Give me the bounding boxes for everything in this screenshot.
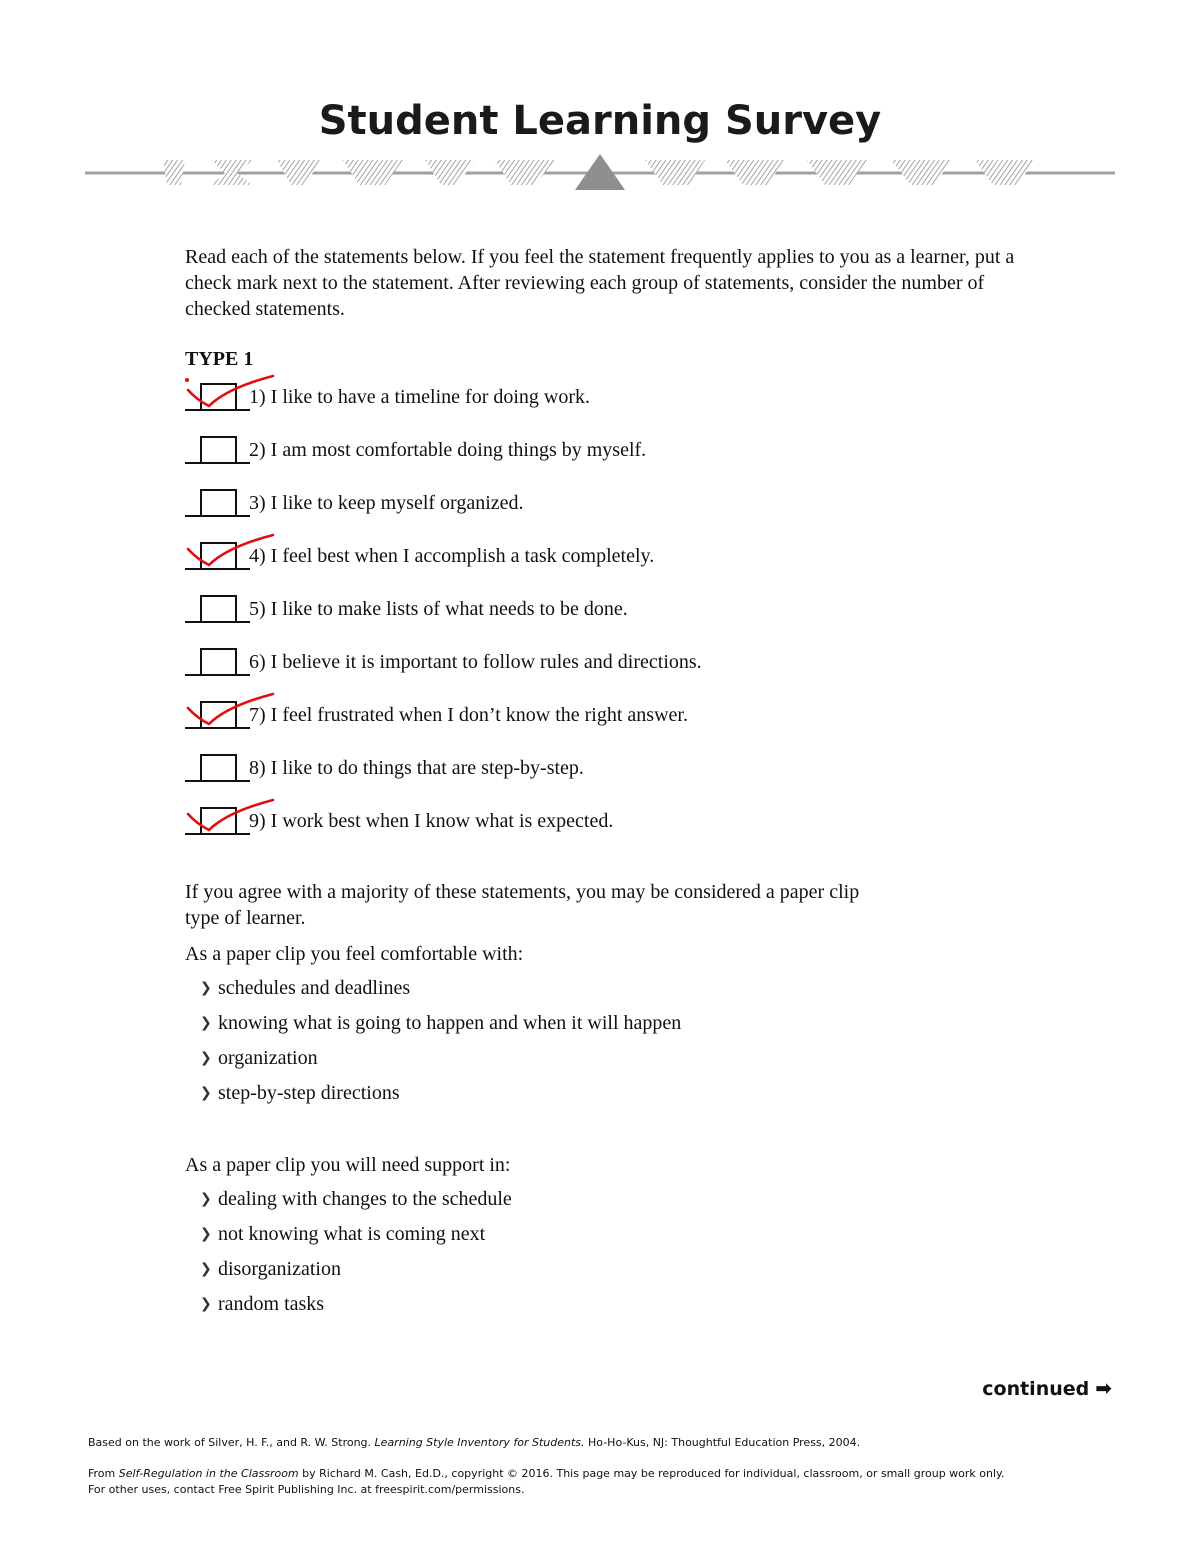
chevron-right-icon: ❯: [200, 980, 212, 996]
statement-row: [185, 541, 985, 571]
list-item: ❯ random tasks: [200, 1293, 325, 1315]
statement-checkbox[interactable]: [200, 383, 237, 411]
statement-checkbox[interactable]: [200, 595, 237, 623]
chevron-right-icon: ❯: [200, 1015, 212, 1031]
list-item: ❯ dealing with changes to the schedule: [200, 1188, 512, 1210]
statement-row: [185, 753, 985, 783]
decorative-banner: [85, 152, 1115, 196]
chevron-right-icon: ❯: [200, 1050, 212, 1066]
copyright-line: From Self-Regulation in the Classroom by Richard M. Cash, Ed.D., copyright © 2016. This page may be reproduced for individual, classroom, or small group work only.: [88, 1467, 1005, 1480]
statement-checkbox[interactable]: [200, 489, 237, 517]
statement-row: [185, 594, 985, 624]
ink-dot: [185, 378, 189, 382]
chevron-right-icon: ❯: [200, 1085, 212, 1101]
statement-checkbox[interactable]: [200, 542, 237, 570]
conclusion-text: If you agree with a majority of these statements, you may be considered a paper clip type of learner.: [185, 881, 860, 929]
statement-label: 1) I like to have a timeline for doing work.: [249, 386, 591, 408]
statement-label: 8) I like to do things that are step-by-step.: [249, 757, 584, 779]
citation: Based on the work of Silver, H. F., and R. W. Strong. Learning Style Inventory for Students. Ho-Ho-Kus, NJ: Thoughtful Education Press, 2004.: [88, 1436, 861, 1449]
statement-row: [185, 435, 985, 465]
page-title: Student Learning Survey: [318, 98, 882, 144]
statement-label: 5) I like to make lists of what needs to be done.: [249, 598, 628, 620]
statement-row: [185, 382, 985, 412]
statement-label: 6) I believe it is important to follow rules and directions.: [249, 651, 702, 673]
permissions-line: For other uses, contact Free Spirit Publishing Inc. at freespirit.com/permissions.: [88, 1483, 525, 1496]
chevron-right-icon: ❯: [200, 1191, 212, 1207]
list-item: ❯ organization: [200, 1047, 318, 1069]
statement-row: [185, 488, 985, 518]
statement-label: 9) I work best when I know what is expected.: [249, 810, 614, 832]
chevron-right-icon: ❯: [200, 1261, 212, 1277]
chevron-right-icon: ❯: [200, 1226, 212, 1242]
chevron-right-icon: ❯: [200, 1296, 212, 1312]
list-item: ❯ step-by-step directions: [200, 1082, 400, 1104]
list-item: ❯ knowing what is going to happen and when it will happen: [200, 1012, 682, 1034]
statement-label: 7) I feel frustrated when I don’t know the right answer.: [249, 704, 688, 726]
statement-row: [185, 806, 985, 836]
statement-checkbox[interactable]: [200, 648, 237, 676]
statement-row: [185, 647, 985, 677]
comfortable-heading: As a paper clip you feel comfortable with:: [185, 943, 524, 965]
statement-checkbox[interactable]: [200, 436, 237, 464]
type-heading: TYPE 1: [185, 348, 254, 370]
list-item: ❯ schedules and deadlines: [200, 977, 411, 999]
continued-label: continued ➡: [982, 1376, 1112, 1400]
statement-checkbox[interactable]: [200, 701, 237, 729]
intro-instructions: Read each of the statements below. If you feel the statement frequently applies to you as a learner, put a check mark next to the statement. After reviewing each group of statements, consider the number of checked statements.: [185, 246, 1015, 320]
arrow-right-icon: ➡: [1095, 1376, 1112, 1400]
statement-label: 3) I like to keep myself organized.: [249, 492, 524, 514]
list-item: ❯ disorganization: [200, 1258, 341, 1280]
support-heading: As a paper clip you will need support in:: [185, 1154, 511, 1176]
statement-label: 2) I am most comfortable doing things by myself.: [249, 439, 647, 461]
statement-checkbox[interactable]: [200, 807, 237, 835]
list-item: ❯ not knowing what is coming next: [200, 1223, 486, 1245]
statement-label: 4) I feel best when I accomplish a task completely.: [249, 545, 655, 567]
statement-row: [185, 700, 985, 730]
statement-checkbox[interactable]: [200, 754, 237, 782]
